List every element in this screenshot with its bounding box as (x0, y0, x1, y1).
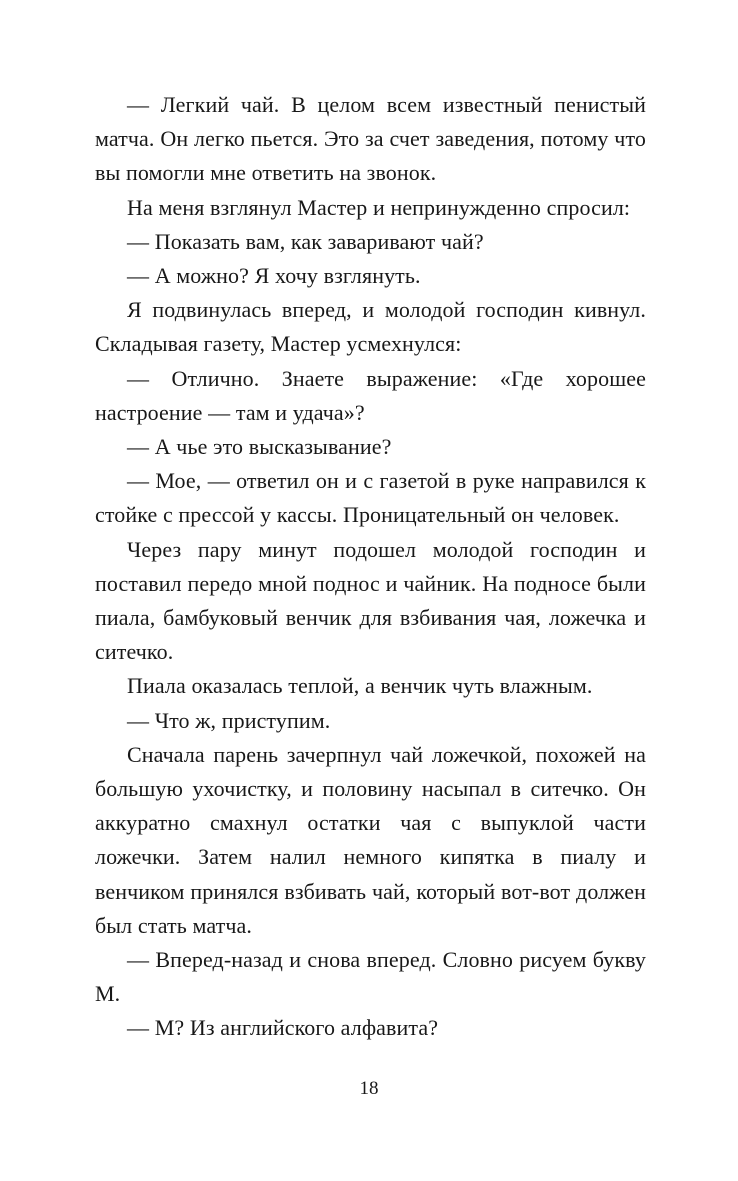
paragraph: — Мое, — ответил он и с газетой в руке направился к стойке с прессой у кассы. Проницательный он человек. (95, 468, 646, 528)
paragraph: — А можно? Я хочу взглянуть. (127, 263, 421, 289)
paragraph: — А чье это высказывание? (127, 434, 392, 460)
paragraph: Через пару минут подошел молодой господин и поставил передо мной поднос и чайник. На подносе были пиала, бамбуковый венчик для взбивания чая, ложечка и ситечко. (95, 536, 646, 665)
paragraph: — Вперед-назад и снова вперед. Словно рисуем букву М. (95, 947, 646, 1007)
page-text-block (95, 88, 646, 1046)
paragraph: — Отлично. Знаете выражение: «Где хорошее настроение — там и удача»? (95, 365, 646, 425)
paragraph: Я подвинулась вперед, и молодой господин кивнул. Складывая газету, Мастер усмехнулся: (95, 297, 646, 357)
paragraph: На меня взглянул Мастер и непринужденно спросил: (127, 194, 631, 220)
paragraph: — Что ж, приступим. (127, 707, 331, 733)
paragraph: Сначала парень зачерпнул чай ложечкой, похожей на большую ухочистку, и половину насыпал в ситечко. Он аккуратно смахнул остатки чая с выпуклой части ложечки. Затем налил немного кипятка в пиалу и венчиком принялся взбивать чай, который вот-вот должен был стать матча. (95, 741, 646, 938)
paragraph: — Легкий чай. В целом всем известный пенистый матча. Он легко пьется. Это за счет заведения, потому что вы помогли мне ответить на звонок. (95, 92, 646, 186)
paragraph: — М? Из английского алфавита? (127, 1015, 439, 1041)
page-number: 18 (359, 1078, 379, 1099)
paragraph: Пиала оказалась теплой, а венчик чуть влажным. (127, 673, 593, 699)
paragraph: — Показать вам, как заваривают чай? (127, 228, 484, 254)
